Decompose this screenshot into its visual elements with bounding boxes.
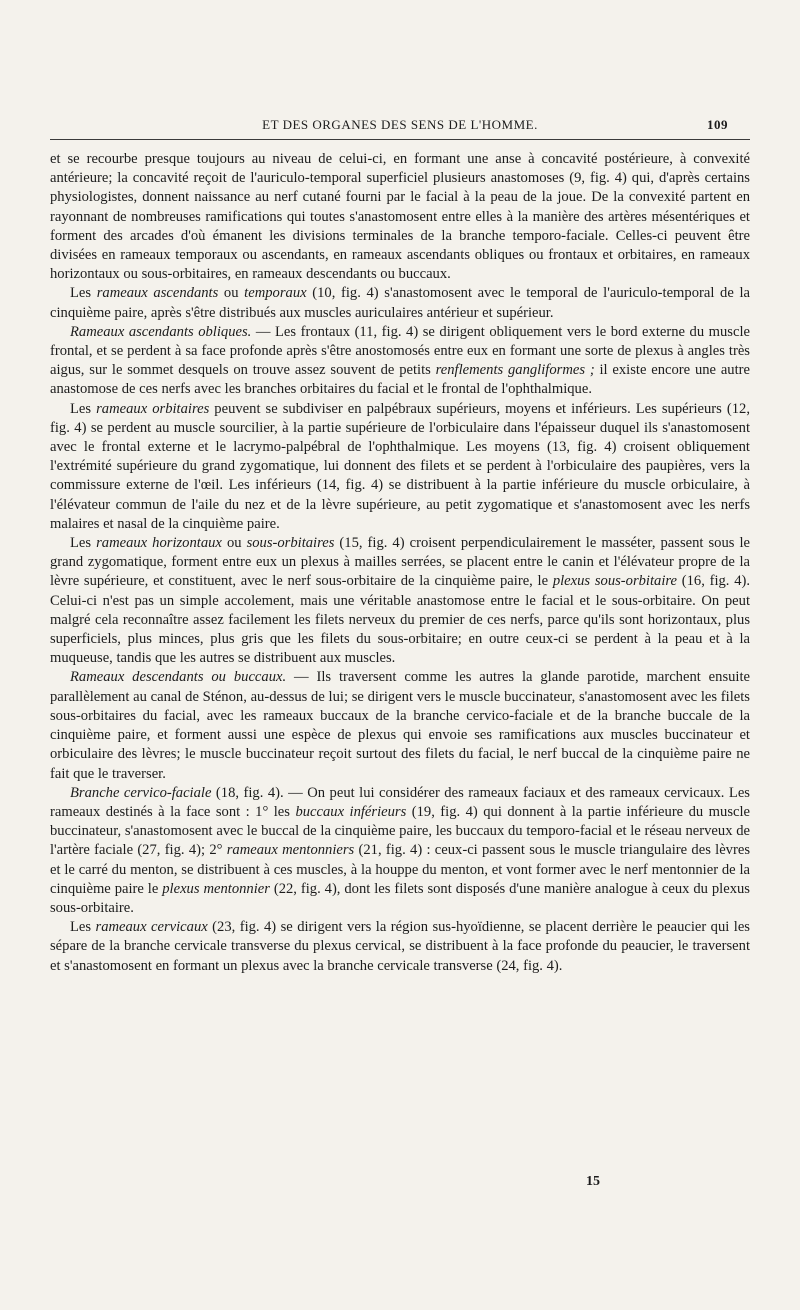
text-run: ou xyxy=(218,285,245,302)
text-run: Les xyxy=(70,285,97,302)
running-title: ET DES ORGANES DES SENS DE L'HOMME. xyxy=(262,117,538,132)
italic-term: Rameaux descendants ou buccaux. xyxy=(70,669,287,686)
italic-term: renflements gangliformes ; xyxy=(435,362,595,379)
italic-term: rameaux mentonniers xyxy=(226,842,355,859)
italic-term: plexus sous-orbitaire xyxy=(552,573,678,590)
paragraph xyxy=(50,668,750,783)
text-run: il existe encore une autre anastomose de ces nerfs avec les branches orbitaires du facial et le frontal de l'ophthalmique. xyxy=(50,362,750,398)
text-run: (16, fig. 4). Celui-ci n'est pas un simple accolement, mais une véritable anastomose entre le facial et le sous-orbitaire. On peut malgré cela reconnaître assez facilement les filets nerveux du premier de ces nerfs, parce qu'ils sont horizontaux, plus superficiels, plus minces, plus gris que les filets du sous-orbitaire; en outre ceux-ci se perdent à la peau et à la muqueuse, tandis que les autres se distribuent aux muscles. xyxy=(50,573,750,667)
signature-mark: 15 xyxy=(586,1174,600,1189)
running-header xyxy=(50,117,750,137)
text-run: (19, fig. 4) qui donnent à la partie inférieure du muscle buccinateur, s'anastomosent avec le buccal de la cinquième paire, les buccaux du temporo-facial et le réseau nerveux de l'artère faciale (27, fig. 4); 2° xyxy=(50,803,751,859)
page-number: 109 xyxy=(707,117,728,132)
paragraph xyxy=(50,400,750,534)
text-run: (18, fig. 4). — On peut lui considérer des rameaux faciaux et des rameaux cervicaux. Les rameaux destinés à la face sont : 1° les xyxy=(50,784,750,820)
text-run: Les xyxy=(70,400,97,417)
text-run: (22, fig. 4), dont les filets sont disposés d'une manière analogue à ceux du plexus sous-orbitaire. xyxy=(50,880,750,916)
text-run: (15, fig. 4) croisent perpendiculairement le masséter, passent sous le grand zygomatique, forment entre eux un plexus à mailles serrées, se placent entre le canin et l'élévateur propre de la lèvre supérieure, et constituent, avec le nerf sous-orbitaire de la cinquième paire, le xyxy=(50,535,750,590)
italic-term: plexus mentonnier xyxy=(162,880,270,897)
body-text xyxy=(50,150,750,976)
italic-term: rameaux horizontaux xyxy=(96,535,222,552)
italic-term: temporaux xyxy=(244,285,307,302)
text-run: peuvent se subdiviser en palpébraux supérieurs, moyens et inférieurs. Les supérieurs (12, fig. 4) se perdent au muscle sourcilier, à la partie supérieure de l'orbiculaire dans l'épaisseur duquel ils s'anastomosent avec le frontal externe et le lacrymo-palpébral de l'ophthalmique. Les moyens (13, fig. 4) croisent obliquement l'extrémité supérieure du grand zygomatique, lui donnent des filets et se perdent à l'orbiculaire des paupières, vers la commissure externe de l'œil. Les inférieurs (14, fig. 4) se distribuent à la partie inférieure du muscle orbiculaire, à l'élévateur commun de l'aile du nez et de la lèvre supérieure, au petit zygomatique et s'anastomosent avec les nerfs malaires et nasal de la cinquième paire. xyxy=(50,400,750,532)
header-rule xyxy=(50,139,750,140)
italic-term: Rameaux ascendants obliques. xyxy=(70,323,252,340)
paragraph xyxy=(50,323,750,400)
text-run: — Les frontaux (11, fig. 4) se dirigent obliquement vers le bord externe du muscle frontal, et se perdent à sa face profonde après s'être anostomosés entre eux en formant une sorte de plexus à angles très aigus, sur le sommet desquels on trouve assez souvent de petits xyxy=(50,323,750,379)
italic-term: sous-orbitaires xyxy=(246,535,335,552)
italic-term: rameaux ascendants xyxy=(96,285,219,302)
paragraph xyxy=(50,150,750,284)
text-run: Les xyxy=(70,535,97,552)
paragraph xyxy=(50,284,750,322)
paragraph xyxy=(50,534,750,668)
text-run: (10, fig. 4) s'anastomosent avec le temporal de l'auriculo-temporal de la cinquième paire, après s'être distribués aux muscles auriculaires antérieur et supérieur. xyxy=(50,285,750,321)
text-run: et se recourbe presque toujours au niveau de celui-ci, en formant une anse à concavité postérieure, à convexité antérieure; la concavité reçoit de l'auriculo-temporal superficiel plusieurs anastomoses (9, fig. 4) qui, d'après certains physiologistes, donnent naissance au nerf cutané fourni par le facial à la peau de la joue. De la convexité partent en rayonnant de nombreuses ramifications qui toutes s'anastomosent entre elles à la manière des artères mésentériques et forment des arcades d'où émanent les divisions terminales de la branche temporo-faciale. Celles-ci peuvent être divisées en rameaux temporaux ou ascendants, en rameaux ascendants obliques ou frontaux et orbitaires, en rameaux horizontaux ou sous-orbitaires, en rameaux descendants ou buccaux. xyxy=(50,151,750,283)
italic-term: buccaux inférieurs xyxy=(295,803,407,820)
italic-term: Branche cervico-faciale xyxy=(70,784,212,801)
italic-term: rameaux orbitaires xyxy=(96,400,210,417)
text-run: (21, fig. 4) : ceux-ci passent sous le muscle triangulaire des lèvres et le carré du menton, se distribuent à ces muscles, à la houppe du menton, et vont former avec le nerf mentonnier de la cinquième paire le xyxy=(50,842,750,897)
text-run: — Ils traversent comme les autres la glande parotide, marchent ensuite parallèlement au canal de Sténon, au-dessus de lui; se dirigent vers le muscle buccinateur, s'anastomosent avec les filets sous-orbitaires du facial, avec les rameaux buccaux de la branche cervico-faciale et de la branche buccale de la cinquième paire, et forment aussi une espèce de plexus qui envoie ses ramifications aux muscles buccinateur et orbiculaire des lèvres; le muscle buccinateur reçoit surtout des filets du facial, le nerf buccal de la cinquième paire ne fait que le traverser. xyxy=(50,669,751,782)
italic-term: rameaux cervicaux xyxy=(95,919,208,936)
paragraph xyxy=(50,784,750,918)
paragraph xyxy=(50,918,750,976)
text-run: ou xyxy=(221,535,247,552)
text-run: Les xyxy=(70,919,96,936)
text-run: (23, fig. 4) se dirigent vers la région sus-hyoïdienne, se placent derrière le peaucier qui les sépare de la branche cervicale transverse du plexus cervical, se distribuent à la face profonde du peaucier, le traversent et s'anastomosent en formant un plexus avec la branche cervicale transverse (24, fig. 4). xyxy=(50,919,750,974)
